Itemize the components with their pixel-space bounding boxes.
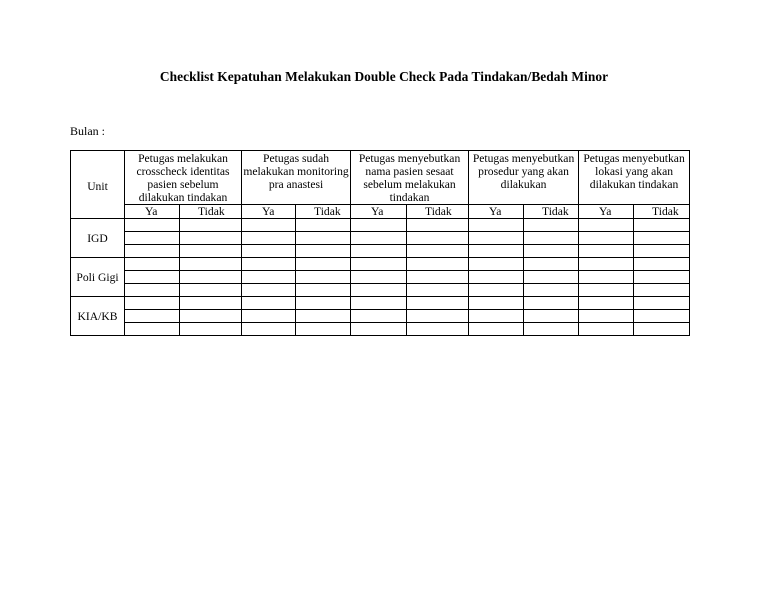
table-row [71,258,690,271]
table-row [71,219,690,232]
checklist-cell[interactable] [634,323,690,336]
checklist-cell[interactable] [634,245,690,258]
checklist-cell[interactable] [180,245,242,258]
option-ya-header: Ya [125,205,180,219]
table-row [71,310,690,323]
checklist-cell[interactable] [524,219,579,232]
checklist-cell[interactable] [469,258,524,271]
checklist-cell[interactable] [469,232,524,245]
checklist-cell[interactable] [242,323,296,336]
checklist-cell[interactable] [180,219,242,232]
document-title: Checklist Kepatuhan Melakukan Double Check Pada Tindakan/Bedah Minor [159,69,609,84]
option-tidak-header: Tidak [180,205,242,219]
checklist-cell[interactable] [125,284,180,297]
checklist-cell[interactable] [469,284,524,297]
checklist-cell[interactable] [579,323,634,336]
checklist-cell[interactable] [524,232,579,245]
checklist-cell[interactable] [296,245,351,258]
checklist-cell[interactable] [579,310,634,323]
checklist-cell[interactable] [351,219,407,232]
checklist-cell[interactable] [296,323,351,336]
unit-label-poli-gigi: Poli Gigi [71,258,125,297]
checklist-cell[interactable] [524,245,579,258]
checklist-cell[interactable] [634,271,690,284]
checklist-cell[interactable] [407,219,469,232]
table-row [71,284,690,297]
checklist-cell[interactable] [469,271,524,284]
checklist-cell[interactable] [579,245,634,258]
checklist-cell[interactable] [634,232,690,245]
checklist-cell[interactable] [125,271,180,284]
option-header-row [71,205,690,219]
checklist-cell[interactable] [469,297,524,310]
option-ya-header: Ya [351,205,407,219]
checklist-cell[interactable] [351,271,407,284]
checklist-cell[interactable] [296,284,351,297]
checklist-cell[interactable] [469,245,524,258]
table-row [71,232,690,245]
criterion-header-pre-anesthesia-monitoring: Petugas sudah melakukan monitoring pra anastesi [242,151,351,205]
option-tidak-header: Tidak [634,205,690,219]
checklist-cell[interactable] [296,297,351,310]
checklist-cell[interactable] [242,245,296,258]
checklist-cell[interactable] [579,271,634,284]
option-tidak-header: Tidak [407,205,469,219]
checklist-cell[interactable] [579,232,634,245]
checklist-cell[interactable] [579,219,634,232]
checklist-cell[interactable] [125,245,180,258]
checklist-cell[interactable] [579,284,634,297]
checklist-cell[interactable] [351,232,407,245]
checklist-cell[interactable] [407,258,469,271]
checklist-cell[interactable] [634,310,690,323]
checklist-cell[interactable] [125,258,180,271]
checklist-cell[interactable] [180,232,242,245]
checklist-cell[interactable] [296,219,351,232]
criterion-header-patient-name: Petugas menyebutkan nama pasien sesaat sebelum melakukan tindakan [351,151,469,205]
unit-column-header: Unit [71,151,125,219]
option-tidak-header: Tidak [524,205,579,219]
criterion-header-procedure: Petugas menyebutkan prosedur yang akan dilakukan [469,151,579,205]
checklist-cell[interactable] [242,297,296,310]
checklist-cell[interactable] [125,323,180,336]
checklist-cell[interactable] [469,219,524,232]
checklist-cell[interactable] [180,323,242,336]
checklist-cell[interactable] [579,258,634,271]
checklist-cell[interactable] [242,284,296,297]
checklist-cell[interactable] [296,232,351,245]
checklist-cell[interactable] [524,284,579,297]
checklist-cell[interactable] [351,245,407,258]
checklist-cell[interactable] [351,323,407,336]
checklist-cell[interactable] [296,310,351,323]
checklist-cell[interactable] [469,310,524,323]
checklist-cell[interactable] [524,297,579,310]
checklist-table [70,150,690,336]
checklist-cell[interactable] [296,271,351,284]
checklist-cell[interactable] [180,310,242,323]
checklist-cell[interactable] [351,258,407,271]
checklist-cell[interactable] [180,271,242,284]
unit-label-igd: IGD [71,219,125,258]
checklist-cell[interactable] [125,310,180,323]
criterion-header-identity-crosscheck: Petugas melakukan crosscheck identitas pasien sebelum dilakukan tindakan [125,151,242,205]
checklist-cell[interactable] [524,258,579,271]
checklist-cell[interactable] [579,297,634,310]
checklist-cell[interactable] [351,310,407,323]
checklist-cell[interactable] [407,297,469,310]
checklist-cell[interactable] [180,258,242,271]
checklist-cell[interactable] [634,297,690,310]
checklist-cell[interactable] [351,297,407,310]
checklist-cell[interactable] [469,323,524,336]
table-row [71,245,690,258]
option-tidak-header: Tidak [296,205,351,219]
checklist-cell[interactable] [125,232,180,245]
checklist-cell[interactable] [351,284,407,297]
option-ya-header: Ya [242,205,296,219]
checklist-cell[interactable] [180,284,242,297]
checklist-cell[interactable] [634,219,690,232]
checklist-cell[interactable] [634,284,690,297]
checklist-cell[interactable] [242,219,296,232]
checklist-cell[interactable] [524,310,579,323]
month-label: Bulan : [70,124,105,138]
checklist-cell[interactable] [407,310,469,323]
checklist-cell[interactable] [407,271,469,284]
checklist-cell[interactable] [407,245,469,258]
table-row [71,297,690,310]
checklist-cell[interactable] [242,258,296,271]
checklist-cell[interactable] [634,258,690,271]
checklist-cell[interactable] [407,232,469,245]
option-ya-header: Ya [469,205,524,219]
checklist-cell[interactable] [125,219,180,232]
checklist-cell[interactable] [242,232,296,245]
checklist-cell[interactable] [296,258,351,271]
checklist-cell[interactable] [524,323,579,336]
header-row [71,151,690,205]
unit-label-kia-kb: KIA/KB [71,297,125,336]
table-row [71,271,690,284]
checklist-cell[interactable] [242,310,296,323]
checklist-cell[interactable] [524,271,579,284]
table-row [71,323,690,336]
checklist-cell[interactable] [407,323,469,336]
checklist-cell[interactable] [180,297,242,310]
checklist-cell[interactable] [407,284,469,297]
option-ya-header: Ya [579,205,634,219]
criterion-header-location: Petugas menyebutkan lokasi yang akan dilakukan tindakan [579,151,690,205]
checklist-cell[interactable] [242,271,296,284]
checklist-cell[interactable] [125,297,180,310]
